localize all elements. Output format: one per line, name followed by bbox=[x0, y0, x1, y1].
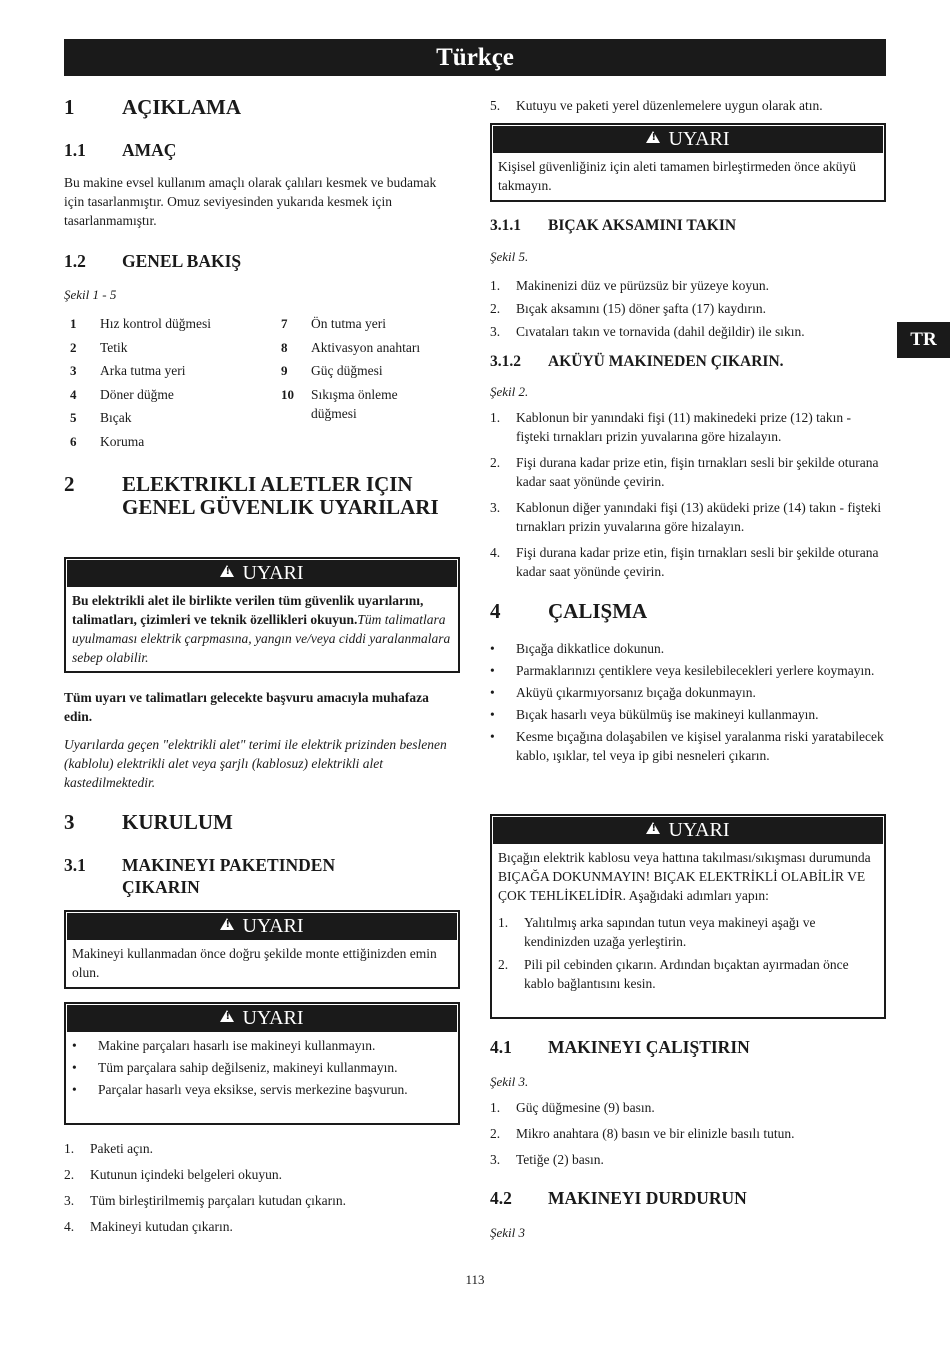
part-item bbox=[64, 314, 211, 333]
list-item bbox=[64, 1217, 460, 1236]
warning-text: Bıçağın elektrik kablosu veya hattına takılması/sıkışması durumunda BIÇAĞA DOKUNMAYIN! BIÇAK ELEKTRİKLİ OLABİLİR VE ÇOK TEHLİKELİDİR. Aşağıdaki adımları yapın: bbox=[498, 850, 871, 903]
list-item bbox=[490, 498, 886, 536]
step-text: Makinenizi düz ve pürüzsüz bir yüzeye koyun. bbox=[516, 278, 770, 293]
list-item-text: Kesme bıçağına dolaşabilen ve kişisel yaralanma riski yaratabilecek kablo, ışıklar, tel veya ip gibi nesneleri çıkarın. bbox=[516, 729, 884, 763]
step-number: 3. bbox=[490, 500, 501, 515]
part-label: Döner düğme bbox=[100, 387, 174, 402]
list-item-text: Makine parçaları hasarlı ise makineyi kullanmayın. bbox=[98, 1038, 376, 1053]
warning-bold-text: Bu elektrikli alet ile birlikte verilen tüm güvenlik uyarılarını, talimatları, çizimleri ve teknik özellikleri okuyun. bbox=[72, 593, 424, 627]
section-title: KURULUM bbox=[122, 810, 233, 834]
step-number: 2. bbox=[498, 957, 509, 972]
blade-steps bbox=[490, 276, 886, 345]
list-item: • Bıçağa dikkatlice dokunun. bbox=[490, 641, 665, 656]
battery-steps bbox=[490, 408, 886, 588]
step-text: Tüm birleştirilmemiş parçaları kutudan çıkarın. bbox=[90, 1193, 347, 1208]
part-label: Bıçak bbox=[100, 410, 132, 425]
warning-body bbox=[66, 1032, 458, 1108]
part-label: Arka tutma yeri bbox=[100, 363, 186, 378]
purpose-text: Bu makine evsel kullanım amaçlı olarak çalıları kesmek ve budamak için tasarlanmıştır. Omuz seviyesinden yukarıda kesmek için tasarlanmamıştır. bbox=[64, 175, 437, 228]
warning-triangle-icon bbox=[220, 565, 234, 577]
step-text: Paketi açın. bbox=[90, 1141, 153, 1156]
list-item: • Parçalar hasarlı veya eksikse, servis merkezine başvurun. bbox=[72, 1082, 408, 1097]
list-item bbox=[490, 1150, 886, 1169]
step-number: 2. bbox=[490, 1126, 501, 1141]
part-number: 7 bbox=[281, 316, 288, 331]
figure-ref: Şekil 3 bbox=[490, 1225, 526, 1240]
list-item bbox=[490, 453, 886, 491]
section-4-1-heading bbox=[490, 1036, 886, 1058]
warning-box bbox=[64, 1002, 460, 1125]
step-text: Bıçak aksamını (15) döner şafta (17) kaydırın. bbox=[516, 301, 767, 316]
step-number: 1. bbox=[490, 278, 501, 293]
list-item: • Bıçak hasarlı veya bükülmüş ise makineyi kullanmayın. bbox=[490, 707, 819, 722]
part-label: Güç düğmesi bbox=[311, 363, 383, 378]
warning-header bbox=[493, 126, 883, 153]
warning-header bbox=[493, 817, 883, 844]
section-number: 1.1 bbox=[64, 140, 86, 160]
section-4-heading bbox=[490, 600, 886, 623]
section-title: GENEL BAKIŞ bbox=[122, 251, 242, 271]
step-text: Fişi durana kadar prize etin, fişin tırnakları sesli bir şekilde oturana kadar saat yönünde çevirin. bbox=[516, 455, 879, 489]
section-number: 3.1.1 bbox=[490, 217, 521, 234]
list-item bbox=[490, 299, 886, 318]
warning-italic-text: Tüm talimatlara uyulmaması elektrik çarpmasına, yangın ve/veya ciddi yaralanmalara sebep olabilir. bbox=[72, 612, 451, 665]
step-number: 3. bbox=[64, 1193, 75, 1208]
step-text: Pili pil cebinden çıkarın. Ardından bıçaktan ayırmadan önce kablo bağlantısını kesin. bbox=[524, 957, 849, 991]
start-steps bbox=[490, 1098, 886, 1176]
section-number: 3.1 bbox=[64, 855, 86, 875]
part-number: 6 bbox=[70, 434, 77, 449]
warning-header bbox=[67, 1005, 457, 1032]
list-item bbox=[490, 322, 886, 341]
warning-label: UYARI bbox=[668, 819, 730, 841]
step-number: 3. bbox=[490, 324, 501, 339]
list-item-text: Tüm parçalara sahip değilseniz, makineyi kullanmayın. bbox=[98, 1060, 398, 1075]
section-title: ÇALIŞMA bbox=[548, 599, 648, 623]
list-item: • Parmaklarınızı çentiklere veya kesilebilecekleri yerlere koymayın. bbox=[490, 663, 875, 678]
section-number: 3.1.2 bbox=[490, 353, 521, 370]
step-number: 4. bbox=[64, 1219, 75, 1234]
step-number: 1. bbox=[490, 410, 501, 425]
part-label: Ön tutma yeri bbox=[311, 316, 386, 331]
warning-label: UYARI bbox=[242, 915, 304, 937]
page-title: Türkçe bbox=[64, 39, 886, 76]
list-item bbox=[490, 543, 886, 581]
part-item bbox=[64, 361, 185, 380]
step-number: 2. bbox=[64, 1167, 75, 1182]
list-item bbox=[64, 1165, 460, 1184]
warning-box bbox=[490, 814, 886, 1019]
unpack-step-5 bbox=[490, 96, 886, 122]
part-item bbox=[64, 385, 174, 404]
step-text: Mikro anahtara (8) basın ve bir elinizle basılı tutun. bbox=[516, 1126, 795, 1141]
section-title: AKÜYÜ MAKINEDEN ÇIKARIN. bbox=[548, 353, 784, 370]
part-number: 10 bbox=[281, 387, 294, 402]
section-number: 2 bbox=[64, 472, 75, 496]
list-item-text: Aküyü çıkarmıyorsanız bıçağa dokunmayın. bbox=[516, 685, 756, 700]
unpack-steps bbox=[64, 1139, 460, 1243]
step-number: 1. bbox=[490, 1100, 501, 1115]
warning-box bbox=[64, 910, 460, 989]
step-number: 2. bbox=[490, 301, 501, 316]
list-item-text: Bıçak hasarlı veya bükülmüş ise makineyi kullanmayın. bbox=[516, 707, 819, 722]
warning-box bbox=[490, 123, 886, 202]
list-item bbox=[490, 1098, 886, 1117]
list-item: • Kesme bıçağına dolaşabilen ve kişisel yaralanma riski yaratabilecek kablo, ışıklar, tel veya ip gibi nesneleri çıkarın. bbox=[490, 727, 886, 765]
warning-box bbox=[64, 557, 460, 673]
section-title: AMAÇ bbox=[122, 140, 177, 160]
section-number: 1 bbox=[64, 95, 75, 119]
part-number: 9 bbox=[281, 363, 288, 378]
power-tool-note: Uyarılarda geçen "elektrikli alet" terimi ile elektrik prizinden beslenen (kablolu) elektrikli alet veya şarjlı (kablosuz) elektrikli alet kastedilmektedir. bbox=[64, 737, 447, 790]
warning-triangle-icon bbox=[646, 131, 660, 143]
part-label: Sıkışma önleme düğmesi bbox=[311, 387, 398, 421]
section-1-2-heading bbox=[64, 250, 460, 272]
step-text: Güç düğmesine (9) basın. bbox=[516, 1100, 655, 1115]
part-label: Aktivasyon anahtarı bbox=[311, 340, 421, 355]
warning-triangle-icon bbox=[646, 822, 660, 834]
step-number: 4. bbox=[490, 545, 501, 560]
list-item: • Makine parçaları hasarlı ise makineyi kullanmayın. bbox=[72, 1038, 376, 1053]
section-3-1-heading bbox=[64, 854, 460, 898]
section-number: 3 bbox=[64, 810, 75, 834]
section-2-heading bbox=[64, 473, 460, 519]
section-title: MAKINEYI PAKETINDEN ÇIKARIN bbox=[122, 855, 336, 897]
step-number: 3. bbox=[490, 1152, 501, 1167]
part-item bbox=[275, 314, 386, 333]
section-title: AÇIKLAMA bbox=[122, 95, 241, 119]
figure-ref: Şekil 5. bbox=[490, 249, 529, 264]
step-number: 2. bbox=[490, 455, 501, 470]
part-item bbox=[64, 432, 144, 451]
section-title: BIÇAK AKSAMINI TAKIN bbox=[548, 217, 737, 234]
list-item bbox=[498, 913, 878, 951]
list-item bbox=[490, 1124, 886, 1143]
section-title: MAKINEYI DURDURUN bbox=[548, 1188, 747, 1208]
list-item-text: Bıçağa dikkatlice dokunun. bbox=[516, 641, 665, 656]
step-text: Cıvataları takın ve tornavida (dahil değildir) ile sıkın. bbox=[516, 324, 805, 339]
step-text: Makineyi kutudan çıkarın. bbox=[90, 1219, 233, 1234]
section-3-1-2-heading bbox=[490, 352, 886, 372]
section-3-heading bbox=[64, 811, 460, 834]
warning-triangle-icon bbox=[220, 1010, 234, 1022]
warning-body: Makineyi kullanmadan önce doğru şekilde monte ettiğinizden emin olun. bbox=[72, 946, 437, 980]
part-number: 8 bbox=[281, 340, 288, 355]
list-item-text: Parçalar hasarlı veya eksikse, servis merkezine başvurun. bbox=[98, 1082, 408, 1097]
list-item bbox=[490, 96, 886, 115]
part-number: 5 bbox=[70, 410, 77, 425]
step-text: Kablonun bir yanındaki fişi (11) makinedeki prize (12) takın - fişteki tırnakları prizin yuvalarına göre hizalayın. bbox=[516, 410, 852, 444]
operation-bullets bbox=[490, 639, 886, 768]
step-text: Tetiğe (2) basın. bbox=[516, 1152, 604, 1167]
section-3-1-1-heading bbox=[490, 216, 886, 236]
part-item bbox=[64, 408, 132, 427]
section-number: 4 bbox=[490, 599, 501, 623]
part-item bbox=[275, 361, 383, 380]
step-text: Fişi durana kadar prize etin, fişin tırnakları sesli bir şekilde oturana kadar saat yönünde çevirin. bbox=[516, 545, 879, 579]
step-text: Kutunun içindeki belgeleri okuyun. bbox=[90, 1167, 282, 1182]
warning-body: Kişisel güvenliğiniz için aleti tamamen birleştirmeden önce aküyü takmayın. bbox=[498, 159, 857, 193]
warning-body bbox=[66, 587, 458, 673]
warning-header bbox=[67, 913, 457, 940]
step-number: 1. bbox=[498, 915, 509, 930]
section-1-heading bbox=[64, 96, 460, 119]
step-text: Kablonun diğer yanındaki fişi (13) aküdeki prize (14) takın - fişteki tırnakları prizin yuvalarına göre hizalayın. bbox=[516, 500, 882, 534]
part-item bbox=[275, 385, 425, 423]
part-number: 3 bbox=[70, 363, 77, 378]
list-item bbox=[64, 1191, 460, 1210]
section-number: 4.2 bbox=[490, 1188, 512, 1208]
part-number: 4 bbox=[70, 387, 77, 402]
figure-ref: Şekil 2. bbox=[490, 384, 529, 399]
warning-triangle-icon bbox=[220, 918, 234, 930]
part-item bbox=[275, 338, 420, 357]
section-1-1-heading bbox=[64, 139, 460, 161]
list-item: • Tüm parçalara sahip değilseniz, makineyi kullanmayın. bbox=[72, 1060, 398, 1075]
step-text: Kutuyu ve paketi yerel düzenlemelere uygun olarak atın. bbox=[516, 98, 823, 113]
part-number: 2 bbox=[70, 340, 77, 355]
step-text: Yalıtılmış arka sapından tutun veya makineyi aşağı ve kendinizden uzağa yerleştirin. bbox=[524, 915, 816, 949]
list-item bbox=[490, 276, 886, 295]
part-number: 1 bbox=[70, 316, 77, 331]
page-number: 113 bbox=[465, 1272, 485, 1287]
list-item: • Aküyü çıkarmıyorsanız bıçağa dokunmayın. bbox=[490, 685, 756, 700]
list-item bbox=[498, 955, 878, 993]
step-number: 1. bbox=[64, 1141, 75, 1156]
part-label: Hız kontrol düğmesi bbox=[100, 316, 211, 331]
warning-body bbox=[492, 844, 884, 999]
keep-instructions: Tüm uyarı ve talimatları gelecekte başvuru amacıyla muhafaza edin. bbox=[64, 690, 429, 724]
list-item-text: Parmaklarınızı çentiklere veya kesilebilecekleri yerlere koymayın. bbox=[516, 663, 875, 678]
figure-ref: Şekil 3. bbox=[490, 1074, 529, 1089]
list-item bbox=[490, 408, 886, 446]
section-title: MAKINEYI ÇALIŞTIRIN bbox=[548, 1037, 750, 1057]
section-title: ELEKTRIKLI ALETLER IÇIN GENEL GÜVENLIK UYARILARI bbox=[122, 472, 439, 519]
section-number: 4.1 bbox=[490, 1037, 512, 1057]
part-item bbox=[64, 338, 128, 357]
step-number: 5. bbox=[490, 98, 501, 113]
part-label: Koruma bbox=[100, 434, 145, 449]
warning-label: UYARI bbox=[242, 1007, 304, 1029]
section-4-2-heading bbox=[490, 1187, 886, 1209]
section-number: 1.2 bbox=[64, 251, 86, 271]
list-item bbox=[64, 1139, 460, 1158]
figure-ref: Şekil 1 - 5 bbox=[64, 287, 117, 302]
language-tab: TR bbox=[897, 322, 950, 358]
warning-header bbox=[67, 560, 457, 587]
warning-label: UYARI bbox=[668, 128, 730, 150]
part-label: Tetik bbox=[100, 340, 128, 355]
warning-label: UYARI bbox=[242, 562, 304, 584]
